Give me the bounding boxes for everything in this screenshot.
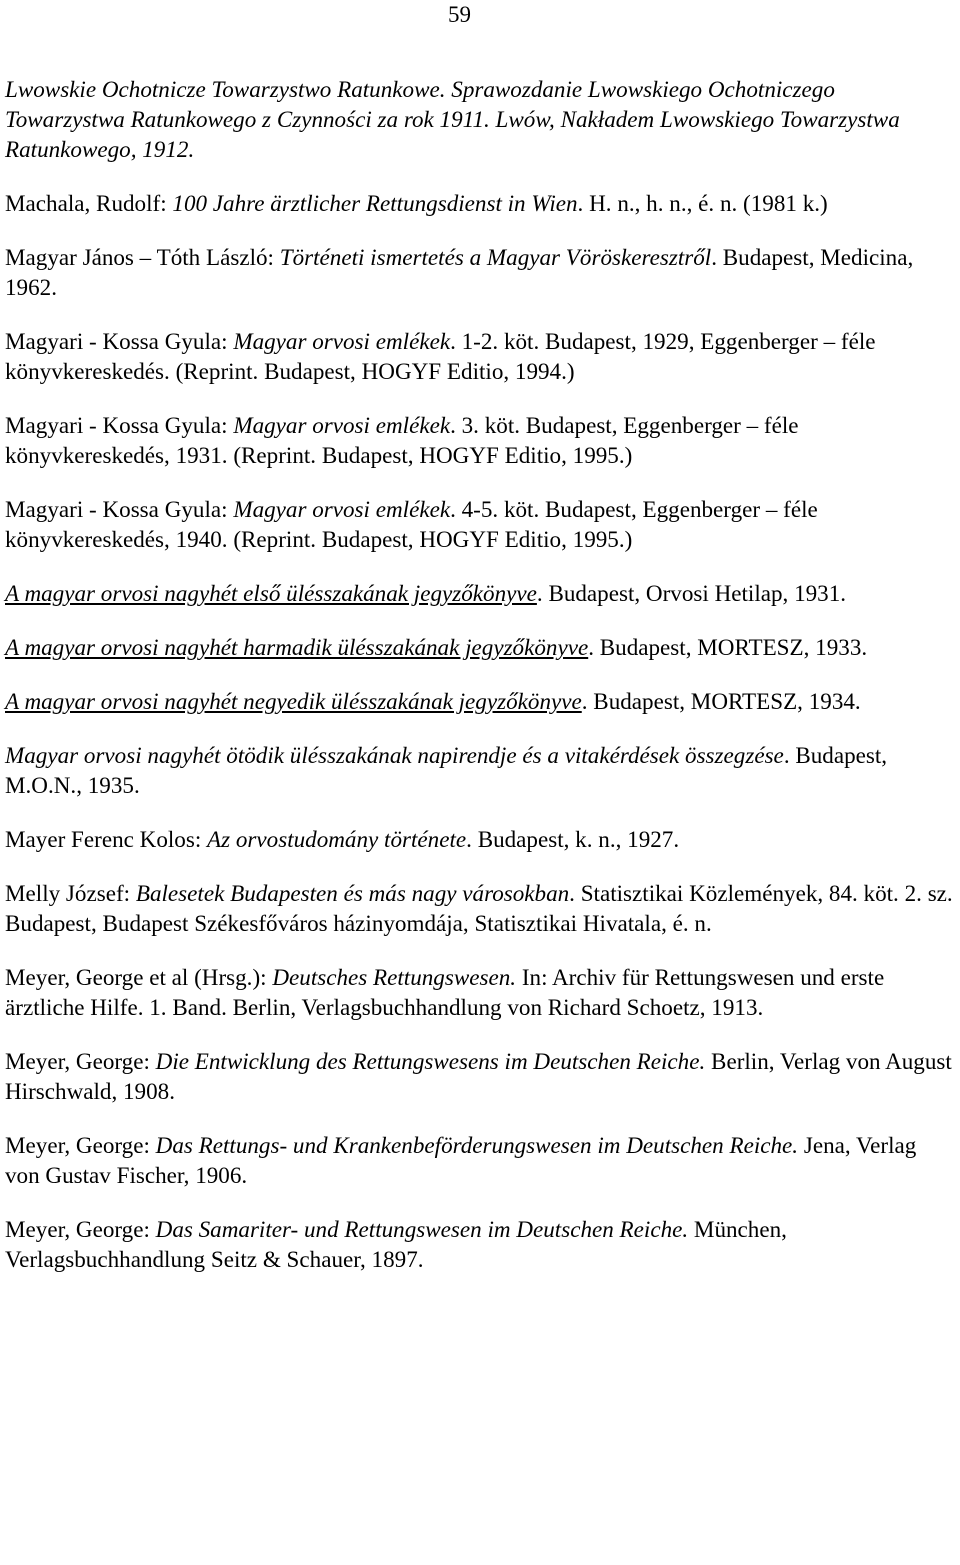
entry-title: A magyar orvosi nagyhét harmadik ülésszakának jegyzőkönyve — [5, 634, 589, 660]
bibliography-entry — [5, 686, 955, 716]
bibliography-entry — [5, 962, 955, 1022]
entry-title: Magyar orvosi nagyhét ötödik ülésszakának napirendje és a vitakérdések összegzése — [5, 742, 784, 768]
entry-text: . Budapest, Medicina, 1962. — [5, 244, 914, 300]
page-number: 59 — [448, 2, 471, 27]
entry-text: . Budapest, MORTESZ, 1933. — [588, 634, 868, 660]
entry-text: Melly József: — [5, 880, 136, 906]
entry-title: 100 Jahre ärztlicher Rettungsdienst in Wien — [172, 190, 578, 216]
bibliography-entry — [5, 740, 955, 800]
entry-title: Deutsches Rettungswesen. — [272, 964, 517, 990]
entry-text: . Budapest, M.O.N., 1935. — [5, 742, 888, 798]
entry-text: . 4-5. köt. Budapest, Eggenberger – féle könyvkereskedés, 1940. (Reprint. Budapest, HOGYF Editio, 1995.) — [5, 496, 818, 552]
entry-title: Balesetek Budapesten és más nagy városokban — [135, 880, 570, 906]
bibliography-entry — [5, 1046, 955, 1106]
bibliography-entry — [5, 74, 955, 164]
bibliography-entry — [5, 1214, 955, 1274]
entry-text: Meyer, George et al (Hrsg.): — [5, 964, 273, 990]
entry-text: Meyer, George: — [5, 1216, 156, 1242]
entry-text: Magyari - Kossa Gyula: — [5, 412, 234, 438]
entry-title: A magyar orvosi nagyhét első ülésszakának jegyzőkönyve — [5, 580, 537, 606]
entry-text: München, Verlagsbuchhandlung Seitz & Schauer, 1897. — [5, 1216, 787, 1272]
entry-title: Magyar orvosi emlékek — [233, 412, 451, 438]
bibliography-list — [5, 74, 955, 1298]
entry-text: . Budapest, k. n., 1927. — [466, 826, 680, 852]
bibliography-entry — [5, 878, 955, 938]
entry-text: . Statisztikai Közlemények, 84. köt. 2. sz. Budapest, Budapest Székesfőváros házinyomdája, Statisztikai Hivatala, é. n. — [5, 880, 953, 936]
entry-text: Jena, Verlag von Gustav Fischer, 1906. — [5, 1132, 917, 1188]
bibliography-entry — [5, 1130, 955, 1190]
entry-text: In: Archiv für Rettungswesen und erste ärztliche Hilfe. 1. Band. Berlin, Verlagsbuchhandlung von Richard Schoetz, 1913. — [5, 964, 885, 1020]
entry-title: Az orvostudomány története — [207, 826, 467, 852]
entry-text: Magyari - Kossa Gyula: — [5, 496, 234, 522]
entry-text: Meyer, George: — [5, 1132, 156, 1158]
entry-text: . 1-2. köt. Budapest, 1929, Eggenberger – féle könyvkereskedés. (Reprint. Budapest, HOGYF Editio, 1994.) — [5, 328, 876, 384]
entry-text: Magyari - Kossa Gyula: — [5, 328, 234, 354]
entry-text: Meyer, George: — [5, 1048, 156, 1074]
bibliography-entry — [5, 494, 955, 554]
entry-text: . Budapest, Orvosi Hetilap, 1931. — [536, 580, 847, 606]
entry-title: Die Entwicklung des Rettungswesens im Deutschen Reiche. — [155, 1048, 706, 1074]
entry-title: A magyar orvosi nagyhét negyedik ülésszakának jegyzőkönyve — [5, 688, 582, 714]
bibliography-entry — [5, 824, 955, 854]
entry-title: Das Rettungs- und Krankenbeförderungswesen im Deutschen Reiche. — [155, 1132, 799, 1158]
bibliography-entry — [5, 410, 955, 470]
entry-text: Machala, Rudolf: — [5, 190, 173, 216]
entry-text: . Budapest, MORTESZ, 1934. — [581, 688, 861, 714]
entry-title: Das Samariter- und Rettungswesen im Deutschen Reiche. — [155, 1216, 689, 1242]
entry-title: Történeti ismertetés a Magyar Vöröskeresztről — [279, 244, 712, 270]
bibliography-entry — [5, 326, 955, 386]
bibliography-entry — [5, 188, 955, 218]
entry-text: Berlin, Verlag von August Hirschwald, 1908. — [5, 1048, 952, 1104]
entry-title: Lwowskie Ochotnicze Towarzystwo Ratunkowe. Sprawozdanie Lwowskiego Ochotniczego Towarzystwa Ratunkowego z Czynności za rok 1911. Lwów, Nakładem Lwowskiego Towarzystwa Ratunkowego, 1912. — [5, 76, 900, 162]
entry-title: Magyar orvosi emlékek — [233, 496, 451, 522]
bibliography-entry — [5, 242, 955, 302]
entry-text: Mayer Ferenc Kolos: — [5, 826, 208, 852]
entry-title: Magyar orvosi emlékek — [233, 328, 451, 354]
bibliography-entry — [5, 578, 955, 608]
entry-text: . 3. köt. Budapest, Eggenberger – féle könyvkereskedés, 1931. (Reprint. Budapest, HOGYF Editio, 1995.) — [5, 412, 799, 468]
entry-text: Magyar János – Tóth László: — [5, 244, 280, 270]
entry-text: . H. n., h. n., é. n. (1981 k.) — [577, 190, 828, 216]
bibliography-entry — [5, 632, 955, 662]
